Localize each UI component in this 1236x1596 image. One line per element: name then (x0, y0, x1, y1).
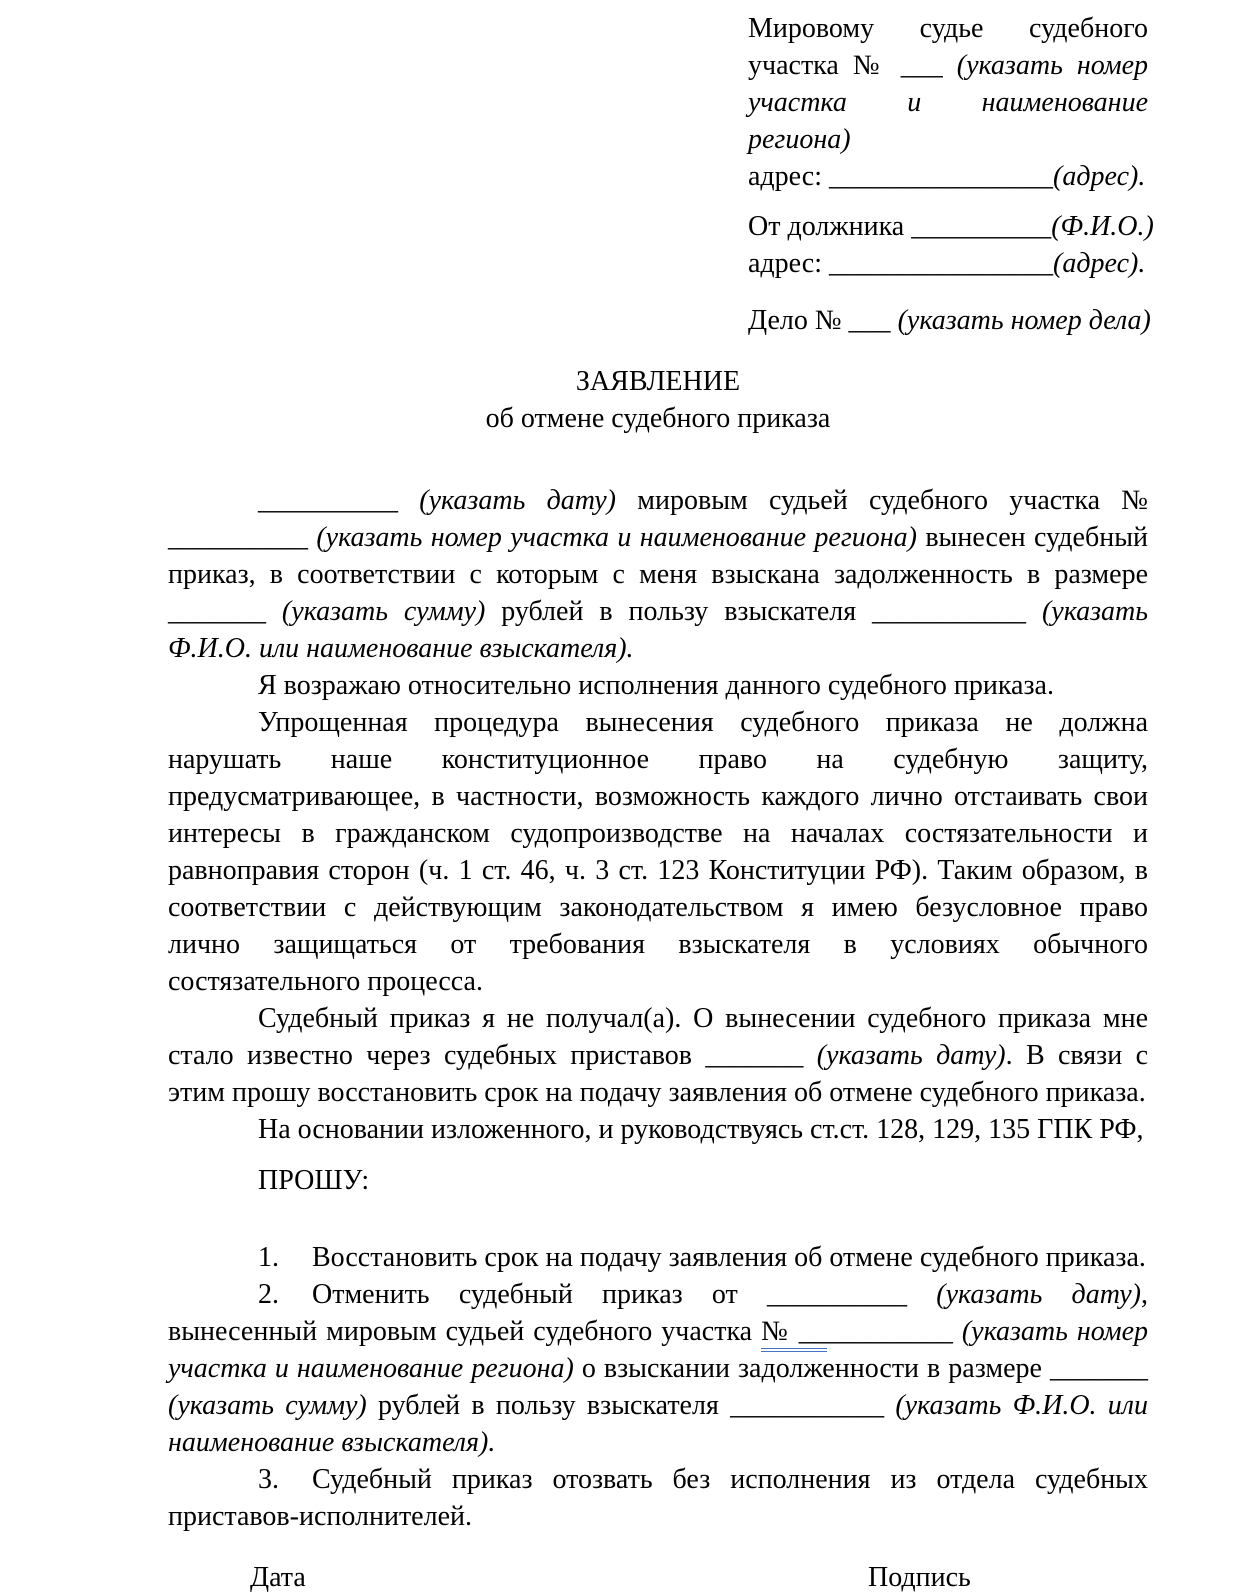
fill-in-instruction-text: (указать дату) (936, 1279, 1141, 1310)
item-number: 3. (258, 1464, 279, 1495)
fill-in-instruction-text: (указать Ф.И.О. или наименование взыскателя). (168, 596, 1149, 664)
grammar-marked-text: № __ (761, 1316, 827, 1352)
debtor-address-block (748, 208, 1154, 282)
text-segment: Восстановить срок на подачу заявления об отмене судебного приказа. (312, 1242, 1146, 1273)
fill-in-instruction-text: (указать Ф.И.О. или наименование взыскателя). (168, 1390, 1148, 1458)
document-title: ЗАЯВЛЕНИЕ (575, 366, 741, 397)
request-items (168, 1239, 1148, 1535)
body-paragraph (168, 704, 1148, 1000)
text-segment: Отменить судебный приказ от __________ (312, 1279, 937, 1310)
fill-in-instruction-text: (указать сумму) (168, 1390, 367, 1421)
item-text (168, 1464, 1148, 1532)
request-heading: ПРОШУ: (258, 1165, 370, 1196)
fill-in-instruction-text: (указать номер участка и наименование региона) (168, 1316, 1148, 1384)
signature-label: Подпись (868, 1562, 971, 1593)
text-segment: вынесен судебный приказ, в соответствии с которым с меня взыскана задолженность в размере _______ (168, 522, 1148, 627)
request-item (168, 1239, 1148, 1276)
fill-in-instruction-text: (указать номер участка и наименование региона) (316, 522, 917, 553)
fill-in-instruction-text: участка и наименование региона) (748, 87, 1148, 155)
header-line (748, 208, 1154, 245)
header-line (748, 84, 1148, 158)
fill-in-instruction-text: (указать номер дела) (897, 305, 1151, 336)
text-segment: Судебный приказ отозвать без исполнения из отдела судебных приставов-исполнителей. (168, 1464, 1148, 1532)
fill-in-instruction-text: (указать номер (956, 50, 1148, 81)
document-subtitle: об отмене судебного приказа (485, 403, 831, 434)
item-number: 2. (258, 1279, 279, 1310)
text-segment: рублей в пользу взыскателя ___________ (485, 596, 1042, 627)
request-item (168, 1461, 1148, 1535)
fill-in-instruction-text: (адрес). (1053, 248, 1146, 279)
header-line (748, 158, 1148, 195)
text-segment: Мировому судье судебного (748, 13, 1148, 44)
text-segment: участка № ___ (748, 50, 957, 81)
header-line (748, 47, 1148, 84)
text-segment: адрес: ________________ (748, 248, 1054, 279)
text-segment: Дело № ___ (748, 305, 898, 336)
text-segment: __________ (258, 485, 420, 516)
item-text (312, 1242, 1146, 1273)
signature-area (168, 1559, 1148, 1596)
text-segment: . В связи с этим прошу восстановить срок на подачу заявления об отмене судебного приказа. (168, 1040, 1149, 1108)
body-paragraph (168, 1000, 1148, 1111)
document-body (168, 482, 1148, 1148)
header-line (748, 245, 1148, 282)
text-segment: , вынесенный мировым судьей судебного участка (168, 1279, 1148, 1347)
case-number-block (748, 302, 1151, 339)
text-segment: Я возражаю относительно исполнения данного судебного приказа. (258, 670, 1054, 701)
fill-in-instruction-text: (указать сумму) (281, 596, 486, 627)
text-segment: _________ (826, 1316, 962, 1347)
item-number: 1. (258, 1242, 279, 1273)
body-paragraph (168, 482, 1148, 667)
text-segment: Судебный приказ я не получал(а). О вынесении судебного приказа мне стало известно через судебных приставов _______ (168, 1003, 1148, 1071)
text-segment: адрес: ________________ (748, 161, 1054, 192)
date-label: Дата (250, 1562, 306, 1593)
request-item (168, 1276, 1148, 1461)
text-segment: мировым судьей судебного участка № __________ (168, 485, 1148, 553)
header-line (748, 10, 1148, 47)
title-block (168, 363, 1148, 437)
fill-in-instruction-text: (адрес). (1053, 161, 1146, 192)
court-address-block (748, 10, 1148, 195)
text-segment: От должника __________ (748, 211, 1052, 242)
text-segment: Упрощенная процедура вынесения судебного приказа не должна нарушать наше конституционное право на судебную защиту, предусматривающее, в частности, возможность каждого лично отстаивать свои интересы в гражданском судопроизводстве на началах состязательности и равноправия сторон (ч. 1 ст. 46, ч. 3 ст. 123 Конституции РФ). Таким образом, в соответствии с действующим законодательством я имею безусловное право лично защищаться от требования взыскателя в условиях обычного состязательного процесса. (168, 707, 1148, 997)
body-paragraph (168, 667, 1148, 704)
text-segment: о взыскании задолженности в размере _______ (573, 1353, 1148, 1384)
body-paragraph (168, 1111, 1148, 1148)
header-line (748, 302, 1151, 339)
fill-in-instruction-text: (Ф.И.О.) (1051, 211, 1154, 242)
fill-in-instruction-text: (указать дату) (419, 485, 617, 516)
text-segment: рублей в пользу взыскателя ___________ (366, 1390, 896, 1421)
fill-in-instruction-text: (указать дату) (816, 1040, 1006, 1071)
item-text (168, 1279, 1148, 1458)
text-segment: На основании изложенного, и руководствуясь ст.ст. 128, 129, 135 ГПК РФ, (258, 1114, 1144, 1145)
